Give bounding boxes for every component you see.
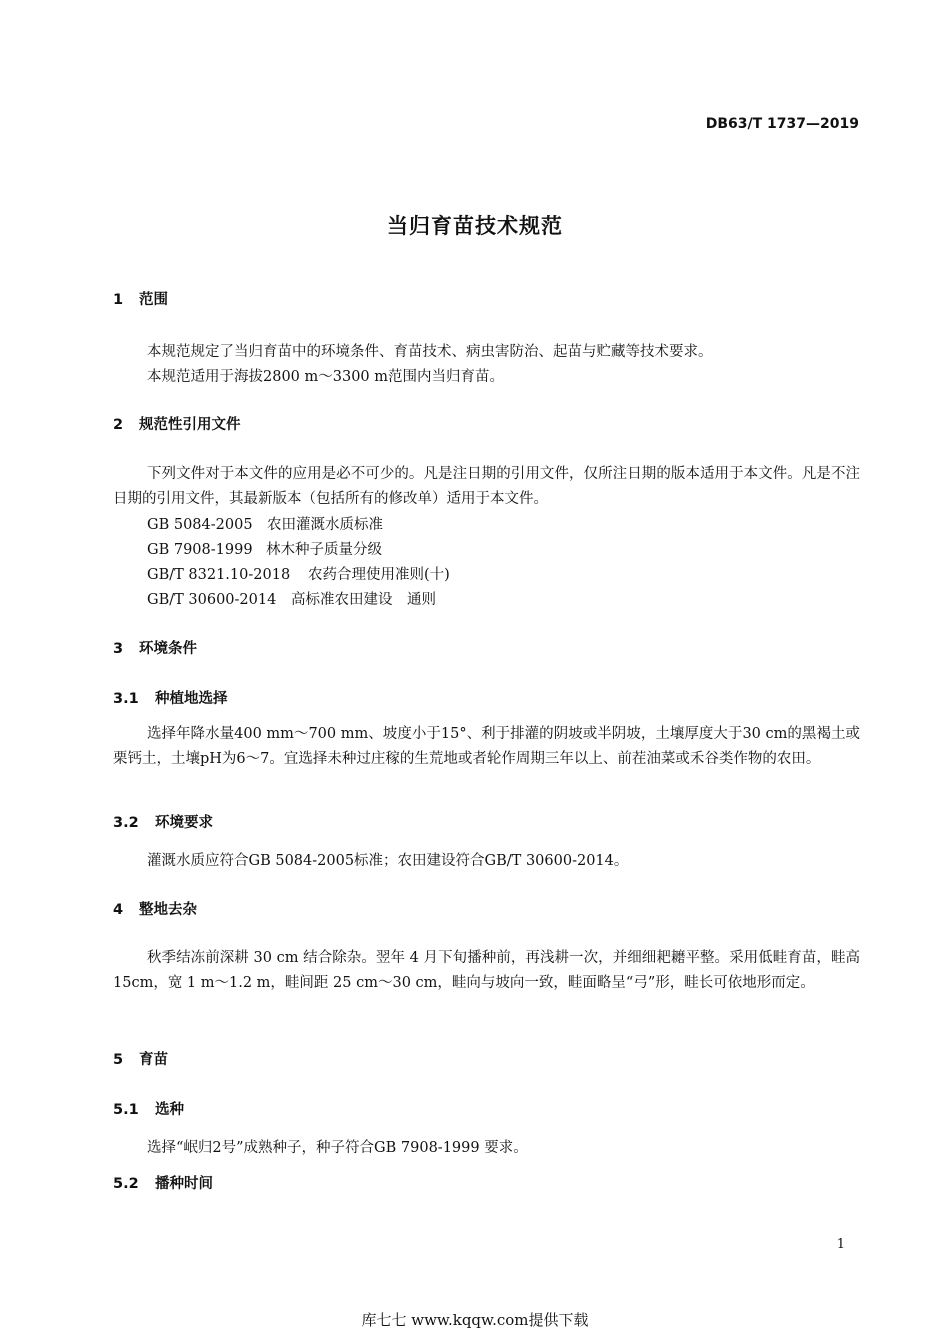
section-title: 整地去杂: [139, 902, 197, 918]
reference-name: 农田灌溉水质标准: [267, 517, 383, 533]
section-title: 范围: [139, 292, 168, 308]
section-3-2-heading: [113, 811, 213, 832]
section-title: 环境条件: [139, 641, 197, 657]
section-number: 5.2: [113, 1176, 139, 1192]
section-number: 5: [113, 1052, 124, 1068]
paragraph: 选择“岷归2号”成熟种子，种子符合GB 7908-1999 要求。: [147, 1140, 528, 1156]
reference-item: [147, 538, 382, 559]
section-title: 选种: [155, 1102, 184, 1118]
section-5-2-heading: [113, 1172, 213, 1193]
download-watermark: 库七七 www.kqqw.com提供下载: [361, 1311, 589, 1329]
section-5-1-heading: [113, 1098, 184, 1119]
section-5-heading: [113, 1048, 168, 1069]
section-title: 种植地选择: [155, 691, 228, 707]
paragraph: 本规范适用于海拔2800 m～3300 m范围内当归育苗。: [147, 369, 505, 385]
reference-item: [147, 513, 383, 534]
section-4-heading: [113, 898, 197, 919]
paragraph: 秋季结冻前深耕 30 cm 结合除杂。翌年 4 月下旬播种前，再浅耕一次，并细细耙耱平整。采用低畦育苗，畦高 15cm，宽 1 m～1.2 m，畦间距 25 cm～30 cm，畦向与坡向一致，畦面略呈“弓”形，畦长可依地形而定。: [113, 950, 860, 991]
section-3-1-heading: [113, 687, 228, 708]
section-title: 育苗: [139, 1052, 168, 1068]
page-number: 1: [836, 1237, 845, 1252]
section-title: 环境要求: [155, 815, 213, 831]
reference-code: GB/T 30600-2014: [147, 592, 277, 608]
reference-name: 林木种子质量分级: [266, 542, 382, 558]
section-number: 3: [113, 641, 124, 657]
reference-name: 高标准农田建设 通则: [291, 592, 436, 608]
section-number: 4: [113, 902, 124, 918]
section-title: 规范性引用文件: [139, 417, 241, 433]
section-number: 1: [113, 292, 124, 308]
reference-code: GB/T 8321.10-2018: [147, 567, 291, 583]
section-number: 3.2: [113, 815, 139, 831]
document-code: DB63/T 1737—2019: [705, 116, 859, 132]
section-title: 播种时间: [155, 1176, 213, 1192]
reference-code: GB 7908-1999: [147, 542, 253, 558]
section-number: 3.1: [113, 691, 139, 707]
paragraph: 选择年降水量400 mm～700 mm、坡度小于15°、利于排灌的阴坡或半阴坡，土壤厚度大于30 cm的黑褐土或栗钙土，土壤pH为6～7。宜选择未种过庄稼的生荒地或者轮作周期三年以上、前茬油菜或禾谷类作物的农田。: [113, 726, 860, 767]
page-title: 当归育苗技术规范: [387, 214, 563, 238]
paragraph: 灌溉水质应符合GB 5084-2005标准；农田建设符合GB/T 30600-2014。: [147, 853, 629, 869]
reference-item: [147, 588, 436, 609]
reference-code: GB 5084-2005: [147, 517, 253, 533]
section-1-heading: [113, 288, 168, 309]
paragraph: 本规范规定了当归育苗中的环境条件、育苗技术、病虫害防治、起苗与贮藏等技术要求。: [147, 344, 713, 360]
paragraph: 下列文件对于本文件的应用是必不可少的。凡是注日期的引用文件，仅所注日期的版本适用于本文件。凡是不注日期的引用文件，其最新版本（包括所有的修改单）适用于本文件。: [113, 466, 860, 507]
section-3-heading: [113, 637, 197, 658]
section-2-heading: [113, 413, 241, 434]
reference-name: 农药合理使用准则(十): [308, 567, 450, 583]
section-number: 2: [113, 417, 124, 433]
reference-item: [147, 563, 450, 584]
section-number: 5.1: [113, 1102, 139, 1118]
